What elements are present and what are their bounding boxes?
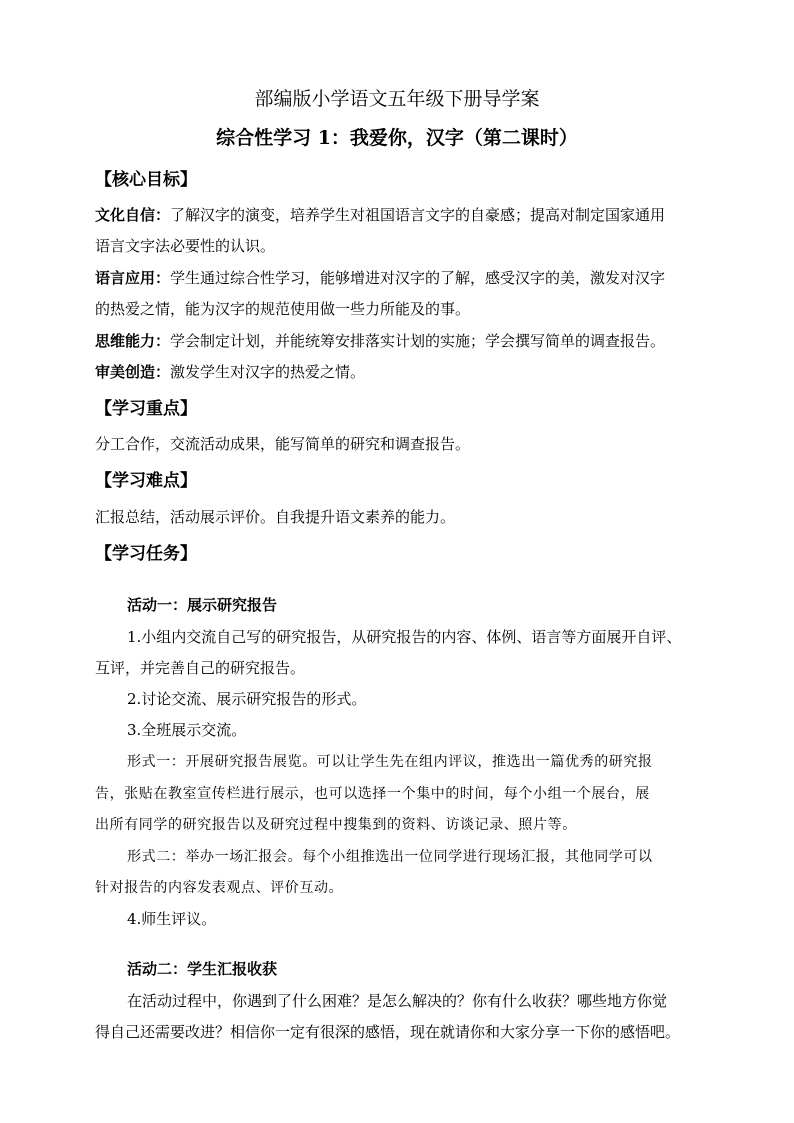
goal-culture-cont: 语言文字法必要性的认识。: [95, 237, 276, 255]
goal-language-label: 语言应用：: [95, 269, 171, 287]
heading-key-points: 【学习重点】: [95, 399, 197, 419]
activity1-item1: 1.小组内交流自己写的研究报告，从研究报告的内容、体例、语言等方面展开自评、: [127, 628, 682, 646]
heading-core-goals: 【核心目标】: [95, 170, 197, 190]
goal-thinking-text: 学会制定计划，并能统筹安排落实计划的实施；学会撰写简单的调查报告。: [170, 332, 666, 350]
form2-line2: 针对报告的内容发表观点、评价互动。: [95, 880, 344, 896]
activity2-line2: 得自己还需要改进？相信你一定有很深的感悟，现在就请你和大家分享一下你的感悟吧。: [95, 1023, 681, 1041]
heading-tasks: 【学习任务】: [95, 544, 197, 564]
form1-line2: 告，张贴在教室宣传栏进行展示，也可以选择一个集中的时间，每个小组一个展台，展: [95, 786, 650, 802]
activity2-title: 活动二：学生汇报收获: [127, 960, 278, 978]
goal-culture: [95, 208, 665, 223]
goal-culture-text: 了解汉字的演变，培养学生对祖国语言文字的自豪感；提高对制定国家通用: [170, 206, 666, 224]
difficulties-text: 汇报总结，活动展示评价。自我提升语文素养的能力。: [95, 508, 456, 526]
form1-line3: 出所有同学的研究报告以及研究过程中搜集到的资料、访谈记录、照片等。: [95, 817, 577, 833]
key-points-text: 分工合作，交流活动成果，能写简单的研究和调查报告。: [95, 435, 471, 453]
goal-thinking: [95, 334, 665, 349]
activity1-item2: 2.讨论交流、展示研究报告的形式。: [127, 690, 367, 708]
goal-aesthetic: [95, 365, 365, 380]
activity1-item4: 4.师生评议。: [127, 910, 217, 928]
goal-language-text: 学生通过综合性学习，能够增进对汉字的了解，感受汉字的美，激发对汉字: [170, 269, 666, 287]
form1-line1: 形式一：开展研究报告展览。可以让学生先在组内评议，推选出一篇优秀的研究报: [127, 754, 653, 770]
goal-thinking-label: 思维能力：: [95, 332, 171, 350]
form2-line1: 形式二：举办一场汇报会。每个小组推选出一位同学进行现场汇报，其他同学可以: [127, 849, 653, 865]
heading-difficulties: 【学习难点】: [95, 471, 197, 491]
goal-language-cont: 的热爱之情，能为汉字的规范使用做一些力所能及的事。: [95, 300, 471, 318]
goal-culture-label: 文化自信：: [95, 206, 171, 224]
goal-aesthetic-label: 审美创造：: [95, 363, 171, 381]
activity1-item3: 3.全班展示交流。: [127, 721, 247, 739]
activity1-title: 活动一：展示研究报告: [127, 596, 278, 614]
lesson-subtitle: 综合性学习 1：我爱你，汉字（第二课时）: [216, 127, 578, 149]
activity2-line1: 在活动过程中，你遇到了什么困难？是怎么解决的？你有什么收获？哪些地方你觉: [127, 992, 668, 1010]
page-title: 部编版小学语文五年级下册导学案: [254, 88, 540, 110]
goal-language: [95, 271, 665, 286]
activity1-item1-cont: 互评，并完善自己的研究报告。: [95, 659, 306, 677]
goal-aesthetic-text: 激发学生对汉字的热爱之情。: [170, 363, 366, 381]
